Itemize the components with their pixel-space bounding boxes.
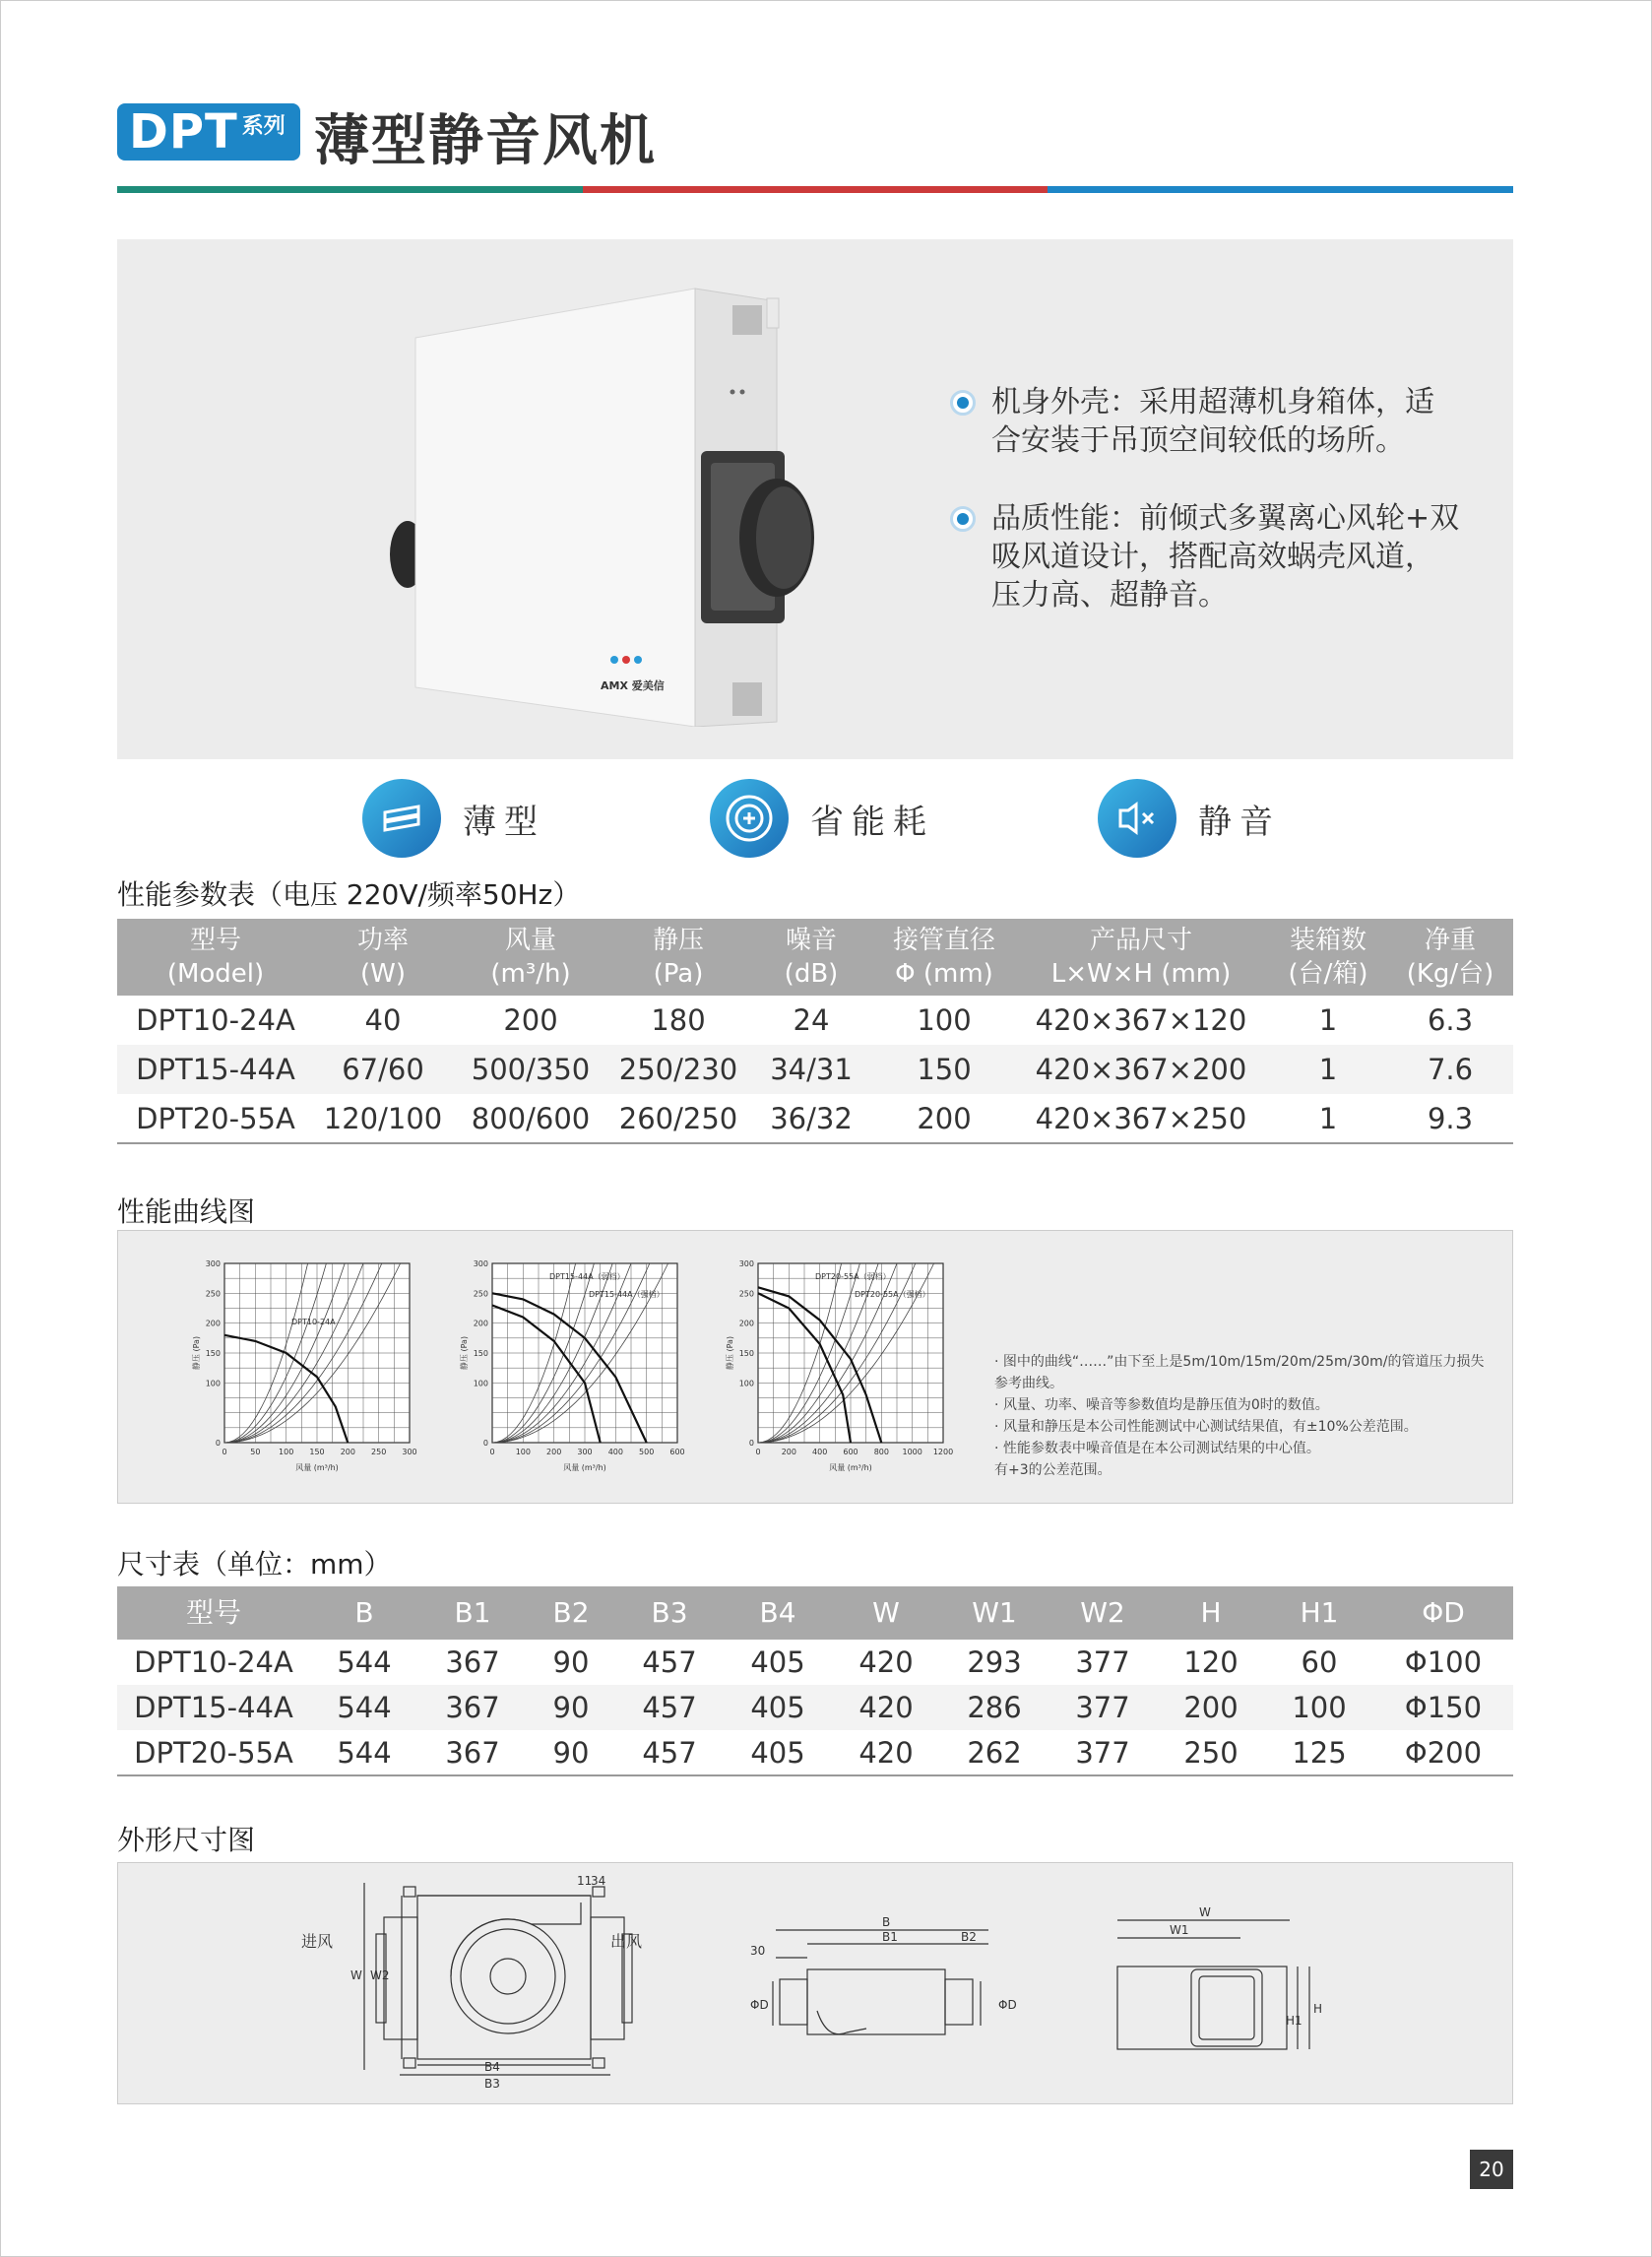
column-header: 产品尺寸 L×W×H (mm)	[1013, 919, 1269, 996]
table-cell: 367	[445, 1645, 500, 1679]
x-tick-label: 200	[546, 1448, 562, 1456]
x-tick-label: 300	[577, 1448, 593, 1456]
y-tick-label: 200	[738, 1319, 754, 1328]
x-tick-label: 800	[873, 1448, 889, 1456]
column-header: 接管直径 Φ (mm)	[875, 919, 1013, 996]
table-cell: 60	[1301, 1645, 1338, 1679]
table-cell: 100	[1265, 1685, 1373, 1730]
feature-icon-energy	[710, 779, 934, 858]
column-header: 功率 (W)	[314, 919, 452, 996]
y-tick-label: 0	[482, 1439, 488, 1448]
brand-logo: AMX 爱美信	[601, 679, 665, 692]
x-tick-label: 0	[489, 1448, 495, 1456]
x-tick-label: 400	[607, 1448, 623, 1456]
perf-header-row	[117, 919, 1513, 996]
column-header: H1	[1265, 1586, 1373, 1640]
feature-item	[950, 499, 1462, 614]
dim-label: B2	[961, 1930, 977, 1944]
outline-drawings	[118, 1863, 1514, 2105]
table-cell: Φ150	[1373, 1685, 1513, 1730]
table-cell: 457	[615, 1730, 724, 1775]
y-tick-label: 150	[205, 1349, 221, 1358]
table-row	[117, 1685, 1513, 1730]
x-tick-label: 100	[279, 1448, 294, 1456]
table-cell: 90	[552, 1645, 590, 1679]
series-label: DPT15-44A（强档）	[589, 1290, 665, 1299]
column-header: 型号	[117, 1586, 310, 1640]
page-number: 20	[1470, 2150, 1513, 2189]
y-tick-label: 250	[738, 1289, 754, 1299]
note-line: · 图中的曲线“……”由下至上是5m/10m/15m/20m/25m/30m/的管道压力损失参考曲线。	[994, 1354, 1485, 1391]
dim-table	[117, 1586, 1513, 1776]
table-cell: 260/250	[609, 1094, 747, 1143]
column-header: ΦD	[1373, 1586, 1513, 1640]
y-tick-label: 200	[473, 1319, 488, 1328]
table-row	[117, 1045, 1513, 1094]
column-header: 装箱数 (台/箱)	[1269, 919, 1387, 996]
table-cell: 120/100	[314, 1094, 452, 1143]
dim-header-row	[117, 1586, 1513, 1640]
dim-label: H	[1313, 2002, 1323, 2016]
y-tick-label: 100	[738, 1379, 754, 1388]
table-cell: 420	[832, 1685, 940, 1730]
table-cell: 405	[724, 1685, 832, 1730]
table-cell: DPT10-24A	[134, 1645, 293, 1679]
header-rule	[117, 186, 1513, 193]
x-tick-label: 0	[222, 1448, 227, 1456]
y-tick-label: 100	[473, 1379, 488, 1388]
drawings-title: 外形尺寸图	[117, 1824, 256, 1856]
feature-icon-label: 省能耗	[810, 802, 934, 842]
front-view-body	[1117, 1967, 1287, 2049]
table-cell: 293	[967, 1645, 1022, 1679]
x-tick-label: 200	[781, 1448, 796, 1456]
table-cell: 67/60	[314, 1045, 452, 1094]
dim-label: B	[882, 1915, 891, 1929]
y-tick-label: 0	[748, 1439, 754, 1448]
table-cell: 420×367×200	[1013, 1045, 1269, 1094]
x-axis-label: 风量 (m³/h)	[563, 1463, 606, 1472]
feature-text: 品质性能：前倾式多翼离心风轮+双吸风道设计，搭配高效蜗壳风道，压力高、超静音。	[991, 501, 1460, 613]
y-axis-label: 静压 (Pa)	[726, 1335, 734, 1371]
x-tick-label: 250	[371, 1448, 387, 1456]
column-header: 静压 (Pa)	[609, 919, 747, 996]
table-cell: 200	[452, 996, 609, 1045]
table-cell: 34/31	[747, 1045, 875, 1094]
y-tick-label: 150	[738, 1349, 754, 1358]
dim-label: B4	[484, 2060, 500, 2074]
column-header: W1	[940, 1586, 1048, 1640]
table-cell: 286	[940, 1685, 1048, 1730]
table-row	[117, 996, 1513, 1045]
table-cell: 420	[858, 1645, 914, 1679]
table-cell: 40	[314, 996, 452, 1045]
series-label: DPT20-55A（强档）	[855, 1290, 930, 1299]
dim-label: W2	[370, 1968, 390, 1982]
product-hero	[117, 239, 1513, 759]
perf-table-title: 性能参数表（电压 220V/频率50Hz）	[117, 878, 581, 911]
performance-curves	[118, 1231, 985, 1503]
table-cell: DPT15-44A	[117, 1685, 310, 1730]
dim-label: ΦD	[998, 1998, 1017, 2012]
y-tick-label: 0	[215, 1439, 221, 1448]
y-tick-label: 150	[473, 1349, 488, 1358]
drawings-panel	[117, 1862, 1513, 2104]
curves-panel	[117, 1230, 1513, 1504]
table-cell: 262	[940, 1730, 1048, 1775]
table-cell: 1	[1269, 1045, 1387, 1094]
table-cell: 377	[1075, 1645, 1130, 1679]
note-line: 有+3的公差范围。	[994, 1462, 1112, 1478]
table-cell: 250	[1157, 1730, 1265, 1775]
table-cell: 377	[1048, 1730, 1157, 1775]
perf-table	[117, 919, 1513, 1144]
table-cell: 1	[1269, 1094, 1387, 1143]
y-axis-label: 静压 (Pa)	[460, 1335, 469, 1371]
column-header: B2	[527, 1586, 615, 1640]
energy-saving-icon	[710, 779, 789, 858]
x-tick-label: 50	[250, 1448, 261, 1456]
table-cell: 100	[875, 996, 1013, 1045]
column-header: 噪音 (dB)	[747, 919, 875, 996]
y-tick-label: 100	[205, 1379, 221, 1388]
table-cell: 9.3	[1387, 1094, 1513, 1143]
table-cell: 457	[642, 1645, 697, 1679]
table-row	[117, 1640, 1513, 1685]
table-cell: 6.3	[1387, 996, 1513, 1045]
table-cell: 367	[418, 1730, 527, 1775]
curves-title: 性能曲线图	[117, 1195, 256, 1228]
bullet-icon	[950, 390, 976, 416]
x-axis-label: 风量 (m³/h)	[829, 1463, 872, 1472]
side-view-body	[807, 1969, 945, 2034]
feature-icon-silent	[1098, 779, 1281, 858]
table-cell: 544	[310, 1685, 418, 1730]
dim-label: 30	[750, 1944, 766, 1958]
dim-label: W1	[1170, 1923, 1189, 1937]
dim-label: 34	[591, 1874, 606, 1888]
product-image	[378, 284, 851, 727]
table-cell: 24	[747, 996, 875, 1045]
dim-label: B3	[484, 2077, 500, 2091]
dim-label: 11	[577, 1874, 593, 1888]
column-header: B1	[418, 1586, 527, 1640]
y-tick-label: 300	[205, 1259, 221, 1268]
series-label: DPT15-44A（弱档）	[549, 1272, 625, 1281]
column-header: B3	[615, 1586, 724, 1640]
x-tick-label: 1200	[932, 1448, 954, 1456]
silent-speaker-icon	[1098, 779, 1176, 858]
table-cell: 120	[1183, 1645, 1239, 1679]
table-cell: 420×367×120	[1013, 996, 1269, 1045]
table-cell: DPT20-55A	[117, 1730, 310, 1775]
feature-list	[950, 383, 1462, 654]
feature-icon-label: 静音	[1198, 802, 1281, 842]
table-row	[117, 1730, 1513, 1775]
x-tick-label: 500	[639, 1448, 655, 1456]
column-header: 型号 (Model)	[117, 919, 314, 996]
x-tick-label: 0	[755, 1448, 761, 1456]
curve-chart	[459, 1259, 685, 1472]
column-header: W2	[1048, 1586, 1157, 1640]
column-header: H	[1157, 1586, 1265, 1640]
table-cell: 250/230	[609, 1045, 747, 1094]
column-header: 净重 (Kg/台)	[1387, 919, 1513, 996]
feature-text: 机身外壳：采用超薄机身箱体，适合安装于吊顶空间较低的场所。	[991, 385, 1434, 458]
note-line: · 风量和静压是本公司性能测试中心测试结果值，有±10%公差范围。	[994, 1419, 1418, 1435]
bullet-icon	[950, 506, 976, 532]
note-line: · 风量、功率、噪音等参数值均是静压值为0时的数值。	[994, 1397, 1329, 1413]
table-cell: 800/600	[452, 1094, 609, 1143]
dim-table-title: 尺寸表（单位：mm）	[117, 1548, 392, 1580]
table-cell: 457	[615, 1685, 724, 1730]
y-tick-label: 300	[473, 1259, 488, 1268]
column-header: W	[832, 1586, 940, 1640]
x-tick-label: 600	[669, 1448, 685, 1456]
table-cell: 125	[1265, 1730, 1373, 1775]
inlet-label: 进风	[301, 1932, 334, 1951]
x-tick-label: 600	[843, 1448, 858, 1456]
x-tick-label: 1000	[902, 1448, 922, 1456]
table-cell: 405	[750, 1645, 805, 1679]
table-cell: 544	[337, 1645, 392, 1679]
table-cell: 90	[527, 1730, 615, 1775]
x-tick-label: 300	[402, 1448, 417, 1456]
x-tick-label: 150	[309, 1448, 325, 1456]
layers-icon	[362, 779, 441, 858]
table-cell: 420×367×250	[1013, 1094, 1269, 1143]
table-cell: 180	[609, 996, 747, 1045]
y-axis-label: 静压 (Pa)	[192, 1335, 201, 1371]
x-tick-label: 200	[340, 1448, 355, 1456]
table-cell: Φ200	[1373, 1730, 1513, 1775]
column-header: 风量 (m³/h)	[452, 919, 609, 996]
table-cell: DPT10-24A	[117, 996, 314, 1045]
table-cell: 405	[724, 1730, 832, 1775]
dim-label: H1	[1286, 2014, 1303, 2028]
outlet-label: 出风	[610, 1932, 643, 1951]
y-tick-label: 200	[205, 1319, 221, 1328]
table-cell: 150	[875, 1045, 1013, 1094]
series-label: DPT10-24A	[291, 1318, 336, 1326]
table-cell: 420	[832, 1730, 940, 1775]
table-cell: 544	[310, 1730, 418, 1775]
dim-label: W	[1199, 1905, 1211, 1919]
note-line: · 性能参数表中噪音值是在本公司测试结果的中心值。	[994, 1441, 1320, 1456]
table-cell: Φ100	[1404, 1645, 1483, 1679]
table-cell: 500/350	[452, 1045, 609, 1094]
dim-label: W	[350, 1968, 362, 1982]
table-cell: DPT20-55A	[117, 1094, 314, 1143]
dim-label: B1	[882, 1930, 898, 1944]
table-cell: 7.6	[1387, 1045, 1513, 1094]
column-header: B	[310, 1586, 418, 1640]
page-title: 薄型静音风机	[314, 109, 657, 173]
table-cell: 200	[1157, 1685, 1265, 1730]
y-tick-label: 300	[738, 1259, 754, 1268]
table-cell: 90	[527, 1685, 615, 1730]
feature-item	[950, 383, 1462, 460]
feature-icon-thin	[362, 779, 545, 858]
series-suffix: 系列	[241, 113, 286, 139]
table-cell: 367	[418, 1685, 527, 1730]
column-header: B4	[724, 1586, 832, 1640]
x-tick-label: 100	[515, 1448, 531, 1456]
table-cell: DPT15-44A	[117, 1045, 314, 1094]
y-tick-label: 250	[473, 1289, 488, 1299]
feature-icon-label: 薄型	[463, 802, 545, 842]
x-axis-label: 风量 (m³/h)	[295, 1463, 339, 1472]
x-tick-label: 400	[812, 1448, 828, 1456]
series-code: DPT	[129, 104, 238, 160]
series-badge	[117, 103, 300, 161]
series-label: DPT20-55A（弱档）	[815, 1272, 891, 1281]
y-tick-label: 250	[205, 1289, 221, 1299]
table-cell: 377	[1048, 1685, 1157, 1730]
curve-chart	[191, 1259, 417, 1472]
table-cell: 36/32	[747, 1094, 875, 1143]
table-row	[117, 1094, 1513, 1143]
curve-notes	[994, 1351, 1496, 1481]
table-cell: 1	[1269, 996, 1387, 1045]
dim-label: ΦD	[750, 1998, 769, 2012]
curve-chart	[725, 1259, 953, 1472]
table-cell: 200	[875, 1094, 1013, 1143]
